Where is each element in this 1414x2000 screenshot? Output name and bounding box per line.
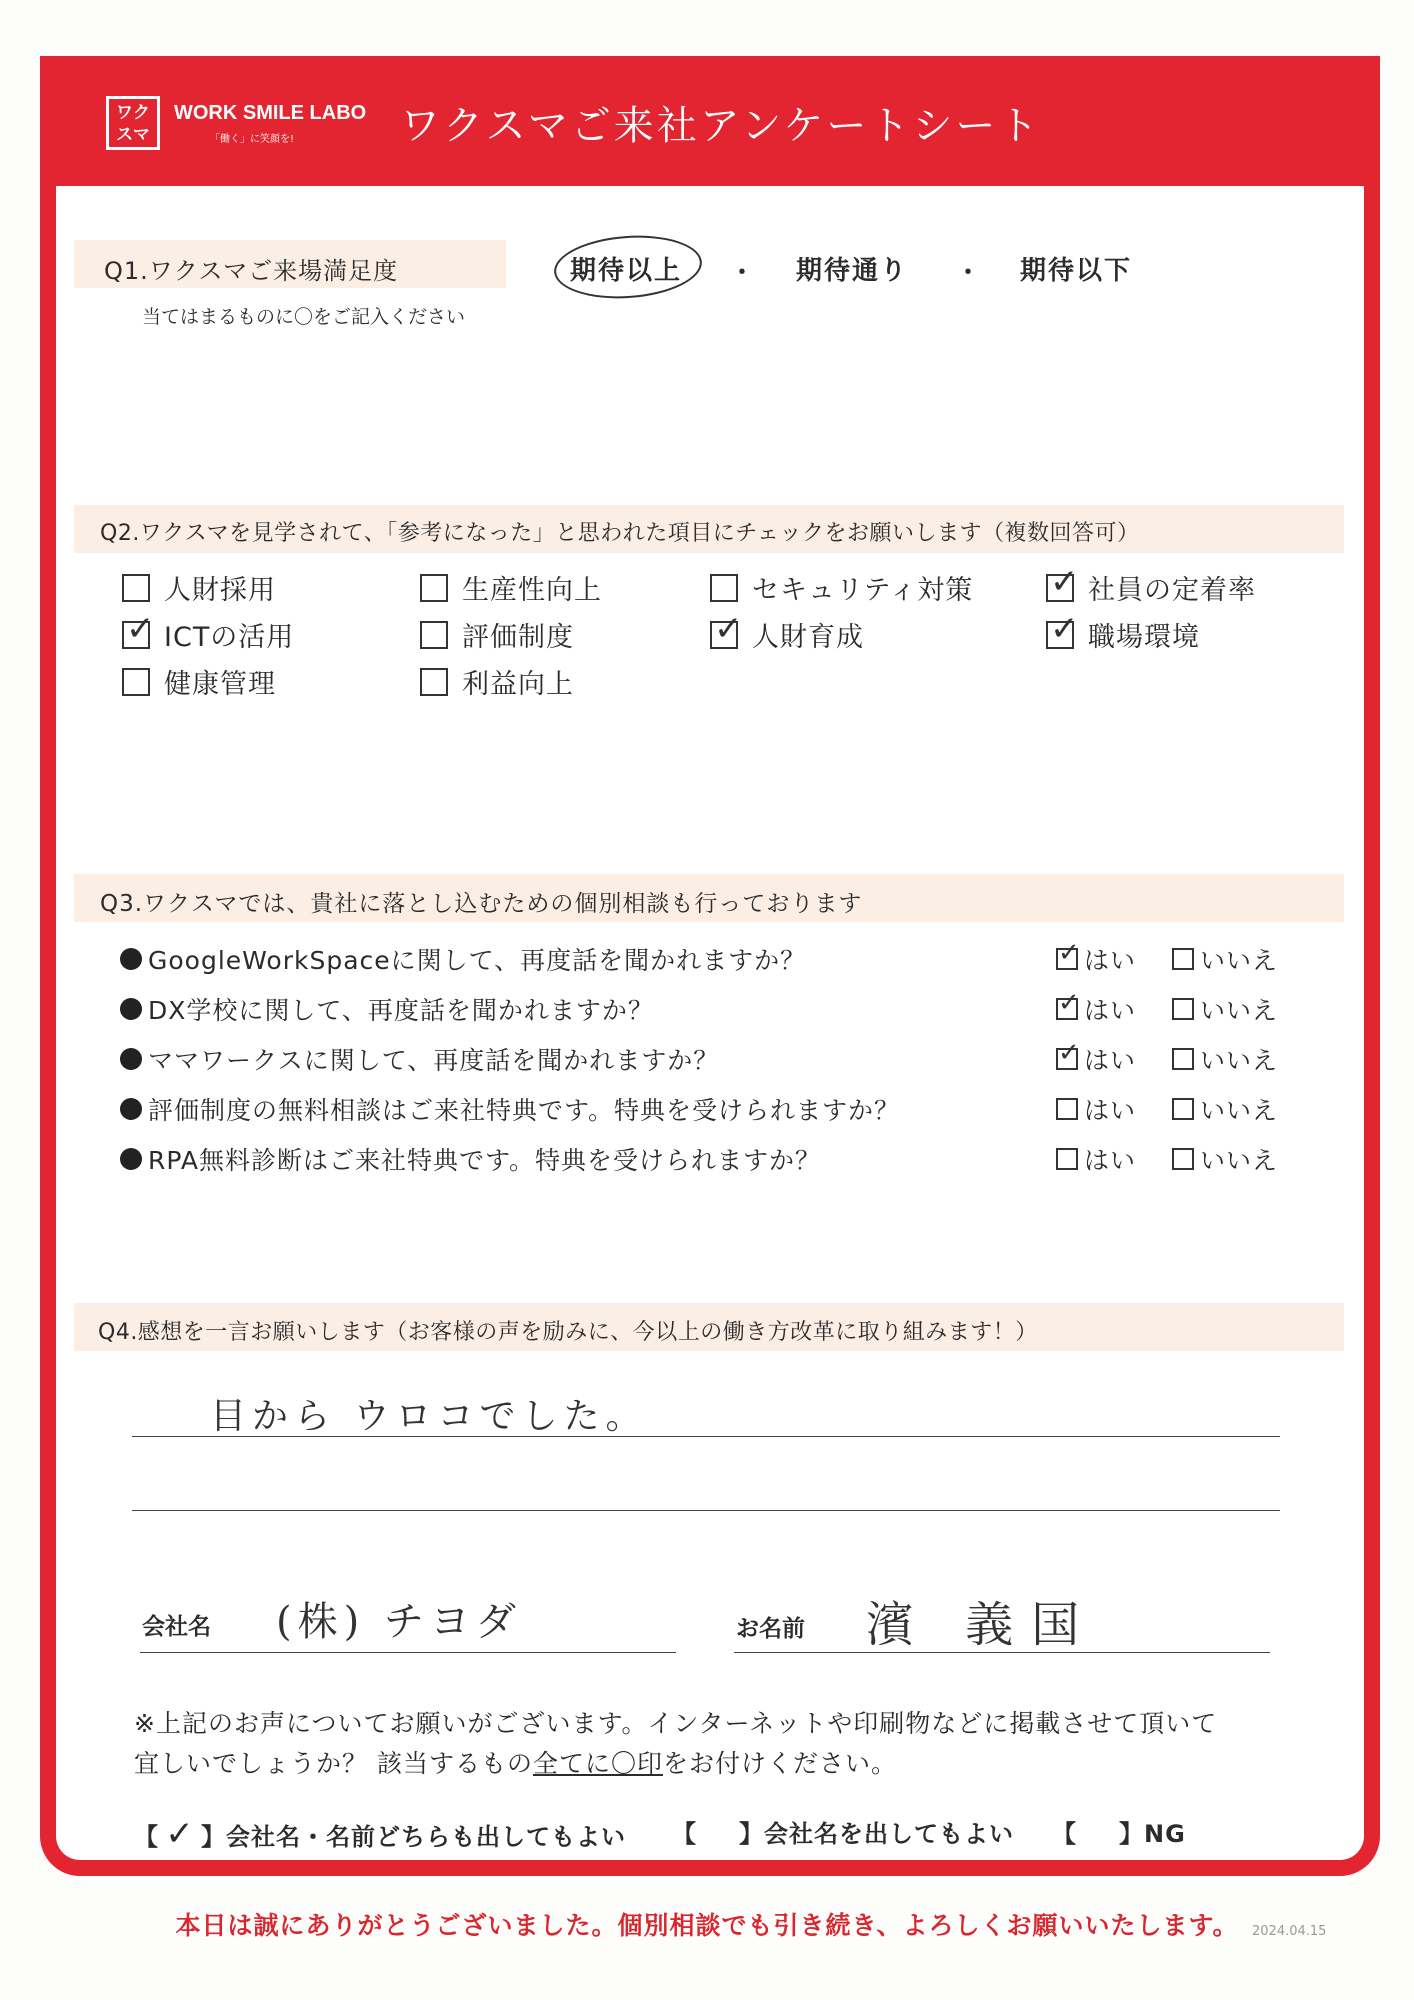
- consent-option-ng[interactable]: 【 】NG: [1052, 1820, 1186, 1848]
- q1-option-as-expected[interactable]: 期待通り: [796, 256, 909, 286]
- checkbox[interactable]: [1056, 1098, 1078, 1120]
- emphasis: 全てに〇印: [532, 1749, 663, 1778]
- q1-separator: ・: [730, 258, 754, 286]
- checkbox[interactable]: [122, 668, 150, 696]
- checkbox-checked[interactable]: [1056, 988, 1081, 1020]
- q2-item[interactable]: 生産性向上: [420, 568, 602, 607]
- checkbox[interactable]: [420, 574, 448, 602]
- checkbox[interactable]: [1172, 948, 1194, 970]
- q2-item[interactable]: 人財採用: [122, 568, 276, 607]
- q3-yes[interactable]: ✓ はい: [1058, 988, 1137, 1025]
- checkbox[interactable]: [1172, 998, 1194, 1020]
- q3-no[interactable]: いいえ: [1172, 991, 1278, 1027]
- answer-line: [132, 1510, 1280, 1511]
- check-mark-icon: ✓: [126, 608, 156, 649]
- q2-item[interactable]: ✓ ICTの活用: [122, 615, 294, 654]
- footer-date: 2024.04.15: [1252, 1924, 1327, 1939]
- checkbox[interactable]: [710, 574, 738, 602]
- company-line: [140, 1652, 676, 1653]
- q2-item[interactable]: セキュリティ対策: [710, 568, 973, 607]
- bullet-icon: [120, 1148, 142, 1170]
- checkbox-checked[interactable]: [122, 608, 156, 649]
- answer-line: [132, 1436, 1280, 1437]
- page-title: ワクスマご来社アンケートシート: [400, 103, 1042, 149]
- q1-separator: ・: [956, 258, 980, 286]
- q3-yes[interactable]: ✓ はい: [1058, 1038, 1137, 1075]
- checkbox[interactable]: [1172, 1148, 1194, 1170]
- q3-no[interactable]: いいえ: [1172, 1141, 1278, 1177]
- q3-yes[interactable]: はい: [1056, 1141, 1136, 1177]
- logo-text: WORK SMILE LABO: [174, 102, 367, 124]
- bullet-icon: [120, 1048, 142, 1070]
- name-line: [734, 1652, 1270, 1653]
- company-label: 会社名: [142, 1614, 211, 1640]
- bullet-icon: [120, 1098, 142, 1120]
- company-value[interactable]: (株) チヨダ: [276, 1599, 522, 1645]
- name-value[interactable]: 濱 義国: [866, 1597, 1098, 1653]
- consent-option-company[interactable]: 【 】会社名を出してもよい: [672, 1820, 1014, 1848]
- q3-question: 評価制度の無料相談はご来社特典です。特典を受けられますか？: [120, 1091, 900, 1127]
- checkbox-checked[interactable]: [1046, 561, 1080, 602]
- q1-instruction: 当てはまるものに〇をご記入ください: [142, 306, 466, 328]
- check-mark-icon: ✓: [1050, 561, 1080, 602]
- check-mark-icon: ✓: [1058, 1038, 1081, 1068]
- bullet-icon: [120, 998, 142, 1020]
- q4-title: Q4.感想を一言お願いします（お客様の声を励みに、今以上の働き方改革に取り組みます！）: [98, 1320, 1038, 1345]
- bullet-icon: [120, 948, 142, 970]
- q3-yes[interactable]: はい: [1056, 1091, 1136, 1127]
- checkbox-checked[interactable]: [710, 608, 744, 649]
- q3-no[interactable]: いいえ: [1172, 1041, 1278, 1077]
- check-mark-icon: ✓: [714, 608, 744, 649]
- checkbox[interactable]: [1172, 1098, 1194, 1120]
- q3-question: GoogleWorkSpaceに関して、再度話を聞かれますか？: [120, 941, 806, 977]
- header-bar: [40, 56, 1380, 186]
- check-mark-icon: ✓: [1050, 608, 1080, 649]
- checkbox[interactable]: [420, 621, 448, 649]
- consent-option-both[interactable]: 【 ✓ 】会社名・名前どちらも出してもよい: [134, 1814, 626, 1854]
- checkbox-checked[interactable]: [1046, 608, 1080, 649]
- checkbox-checked[interactable]: [1056, 938, 1081, 970]
- check-mark-icon: ✓: [165, 1814, 195, 1854]
- q2-item[interactable]: ✓ 社員の定着率: [1046, 568, 1256, 607]
- q3-question: RPA無料診断はご来社特典です。特典を受けられますか？: [120, 1141, 821, 1177]
- q3-title: Q3.ワクスマでは、貴社に落とし込むための個別相談も行っております: [100, 891, 863, 917]
- q3-question: ママワークスに関して、再度話を聞かれますか？: [120, 1041, 719, 1077]
- name-label: お名前: [736, 1616, 805, 1642]
- footer-thanks: 本日は誠にありがとうございました。個別相談でも引き続き、よろしくお願いいたします。: [175, 1911, 1239, 1940]
- logo-tagline: 「働く」に笑顔を!: [210, 134, 295, 145]
- q1-option-above[interactable]: 期待以上: [570, 256, 683, 286]
- check-mark-icon: ✓: [1058, 988, 1081, 1018]
- q1-title: Q1.ワクスマご来場満足度: [104, 257, 399, 285]
- q3-yes[interactable]: ✓ はい: [1058, 938, 1137, 975]
- checkbox[interactable]: [1056, 1148, 1078, 1170]
- q2-item[interactable]: 健康管理: [122, 662, 276, 701]
- q3-question: DX学校に関して、再度話を聞かれますか？: [120, 991, 654, 1027]
- q3-no[interactable]: いいえ: [1172, 1091, 1278, 1127]
- checkbox-checked[interactable]: [1056, 1038, 1081, 1070]
- q2-title: Q2.ワクスマを見学されて、「参考になった」と思われた項目にチェックをお願いします（複数回答可）: [100, 521, 1140, 546]
- q3-no[interactable]: いいえ: [1172, 941, 1278, 977]
- logo-mark: ワク スマ: [106, 96, 160, 150]
- q1-option-below[interactable]: 期待以下: [1020, 256, 1133, 286]
- q4-response[interactable]: 目から ウロコでした。: [210, 1396, 648, 1437]
- q2-item[interactable]: 評価制度: [420, 615, 574, 654]
- checkbox[interactable]: [420, 668, 448, 696]
- checkbox[interactable]: [1172, 1048, 1194, 1070]
- q2-item[interactable]: 利益向上: [420, 662, 574, 701]
- checkbox[interactable]: [122, 574, 150, 602]
- consent-note: ※上記のお声についてお願いがございます。インターネットや印刷物などに掲載させて頂いて 宜しいでしょうか？ 該当するもの全てに〇印をお付けください。: [134, 1709, 1218, 1778]
- q2-item[interactable]: ✓ 人財育成: [710, 615, 864, 654]
- q2-item[interactable]: ✓ 職場環境: [1046, 615, 1200, 654]
- check-mark-icon: ✓: [1058, 938, 1081, 968]
